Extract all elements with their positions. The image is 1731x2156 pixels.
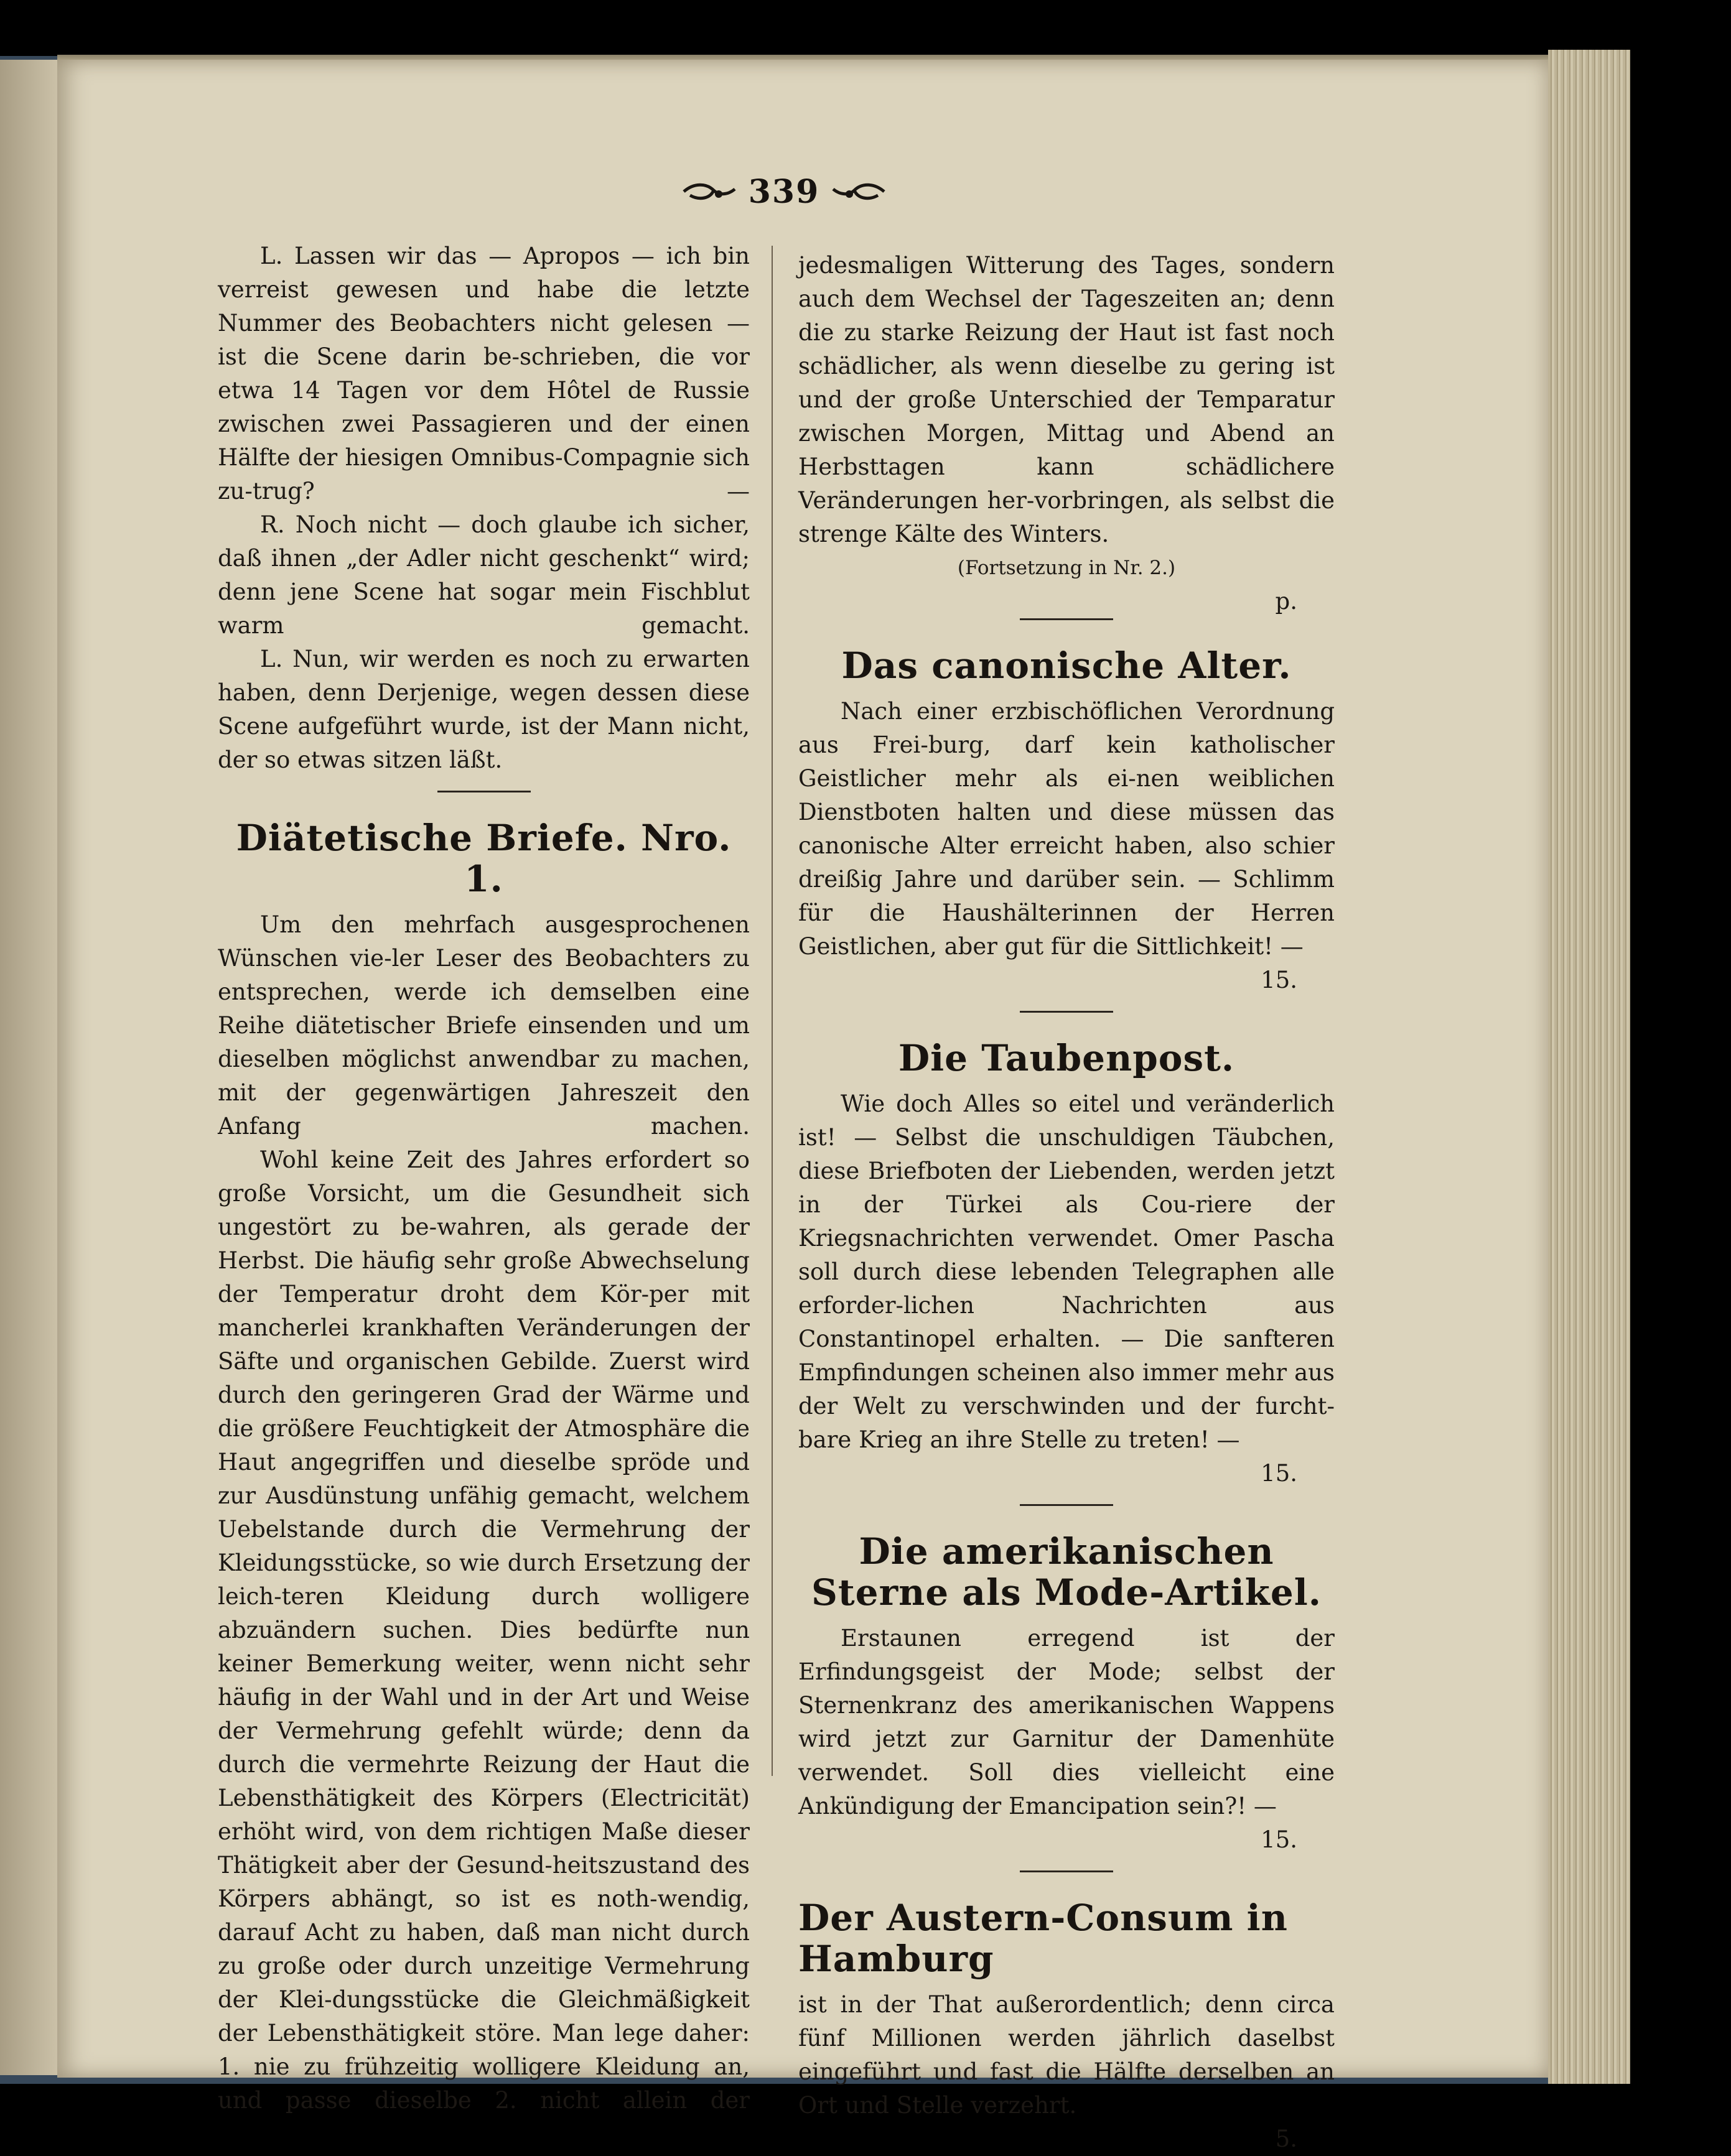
section-divider [437,791,531,792]
signature: 15. [1261,967,1297,993]
continuation-paragraph: jedesmaligen Witterung des Tages, sondern auch dem Wechsel der Tageszeiten an; denn die zu starke Reizung der Haut ist fast noch schädlicher, als wenn dieselbe zu gering ist und der große Unterschied der Temparatur zwischen Morgen, Mittag und Abend an Herbsttagen kann schädlichere Veränderungen her-vorbringen, als selbst die strenge Kälte des Winters. [798,252,1335,547]
page-header [666,167,902,216]
article-title: Die Taubenpost. [898,1037,1235,1079]
page-number: 339 [748,172,820,211]
dialogue-paragraph: L. Lassen wir das — Apropos — ich bin verreist gewesen und habe die letzte Nummer des Beobachters nicht gelesen — ist die Scene darin be-schrieben, die vor etwa 14 Tagen vor dem Hôtel de Russie zwischen zwei Passagieren und der einen Hälfte der hiesigen Omnibus-Compagnie sich zu-trug? — [218,243,750,504]
column-rule [772,246,773,1776]
ornament-left-icon [681,180,737,203]
section-divider [1020,1504,1113,1506]
ornament-right-icon [831,180,887,203]
article-title: Das canonische Alter. [841,644,1292,687]
signature: p. [1275,588,1297,615]
right-column [798,249,1335,2156]
article-paragraph: Wohl keine Zeit des Jahres erfordert so große Vorsicht, um die Gesundheit sich ungestört zu be-wahren, als gerade der Herbst. Die häufig sehr große Abwechselung der Temperatur droht dem Kör-per mit mancherlei krankhaften Veränderungen der Säfte und organischen Gebilde. Zuerst wird durch den geringeren Grad der Wärme und die größere Feuchtigkeit der Atmosphäre die Haut angegriffen und dieselbe spröde und zur Ausdünstung unfähig gemacht, welchem Uebelstande durch die Vermehrung der Kleidungsstücke, so wie durch Ersetzung der leich-teren Kleidung durch wolligere abzuändern suchen. Dies bedürfte nun keiner Bemerkung weiter, wenn nicht sehr häufig in der Wahl und in der Art und Weise der Vermehrung gefehlt würde; denn da durch die vermehrte Reizung der Haut die Lebensthätigkeit des Körpers (Electricität) erhöht wird, von dem richtigen Maße dieser Thätigkeit aber der Gesund-heitszustand des Körpers abhängt, so ist es noth-wendig, darauf Acht zu haben, daß man nicht durch zu große oder durch unzeitige Vermehrung der Klei-dungsstücke die Gleichmäßigkeit der Lebensthätigkeit störe. Man lege daher: 1. nie zu frühzeitig wolligere Kleidung an, und passe dieselbe 2. nicht allein der [218,1146,750,2114]
section-divider [1020,618,1113,620]
article-title: Die amerikanischen Sterne als Mode-Artikel. [811,1530,1322,1614]
article-title: Der Austern-Consum in Hamburg [798,1897,1288,1980]
article-title: Diätetische Briefe. Nro. 1. [236,817,732,900]
dialogue-paragraph: L. Nun, wir werden es noch zu erwarten haben, denn Derjenige, wegen dessen diese Scene aufgeführt wurde, ist der Mann nicht, der so etwas sitzen läßt. [218,646,750,773]
left-column [218,239,750,2117]
continued-note: (Fortsetzung in Nr. 2.) [957,557,1176,579]
signature: 15. [1261,1460,1297,1487]
section-divider [1020,1870,1113,1872]
previous-page-edge [0,60,57,2075]
page-stack-edges [1548,50,1630,2084]
signature: 5. [1275,2126,1297,2152]
section-divider [1020,1011,1113,1013]
signature: 15. [1261,1826,1297,1853]
article-paragraph: Um den mehrfach ausgesprochenen Wünschen vie-ler Leser des Beobachters zu entsprechen, werde ich demselben eine Reihe diätetischer Briefe einsenden und um dieselben möglichst anwendbar zu machen, mit der gegenwärtigen Jahreszeit den Anfang machen. [218,911,750,1140]
article-paragraph: Wie doch Alles so eitel und veränderlich ist! — Selbst die unschuldigen Täubchen, diese Briefboten der Liebenden, werden jetzt in der Türkei als Cou-riere der Kriegsnachrichten verwendet. Omer Pascha soll durch diese lebenden Telegraphen alle erforder-lichen Nachrichten aus Constantinopel erhalten. — Die sanfteren Empfindungen scheinen also immer mehr aus der Welt zu verschwinden und der furcht-bare Krieg an ihre Stelle zu treten! — [798,1090,1335,1453]
article-paragraph: Erstaunen erregend ist der Erfindungsgeist der Mode; selbst der Sternenkranz des amerikanischen Wappens wird jetzt zur Garnitur der Damenhüte verwendet. Soll dies vielleicht eine Ankündigung der Emancipation sein?! — [798,1625,1335,1819]
article-paragraph: ist in der That außerordentlich; denn circa fünf Millionen werden jährlich daselbst eingeführt und fast die Hälfte derselben an Ort und Stelle verzehrt. [798,1991,1335,2119]
article-paragraph: Nach einer erzbischöflichen Verordnung aus Frei-burg, darf kein katholischer Geistlicher mehr als ei-nen weiblichen Dienstboten halten und diese müssen das canonische Alter erreicht haben, also schier dreißig Jahre und darüber sein. — Schlimm für die Haushälterinnen der Herren Geistlichen, aber gut für die Sittlichkeit! — [798,698,1335,960]
dialogue-paragraph: R. Noch nicht — doch glaube ich sicher, daß ihnen „der Adler nicht geschenkt“ wird; denn jene Scene hat sogar mein Fischblut warm gemacht. [218,511,750,639]
